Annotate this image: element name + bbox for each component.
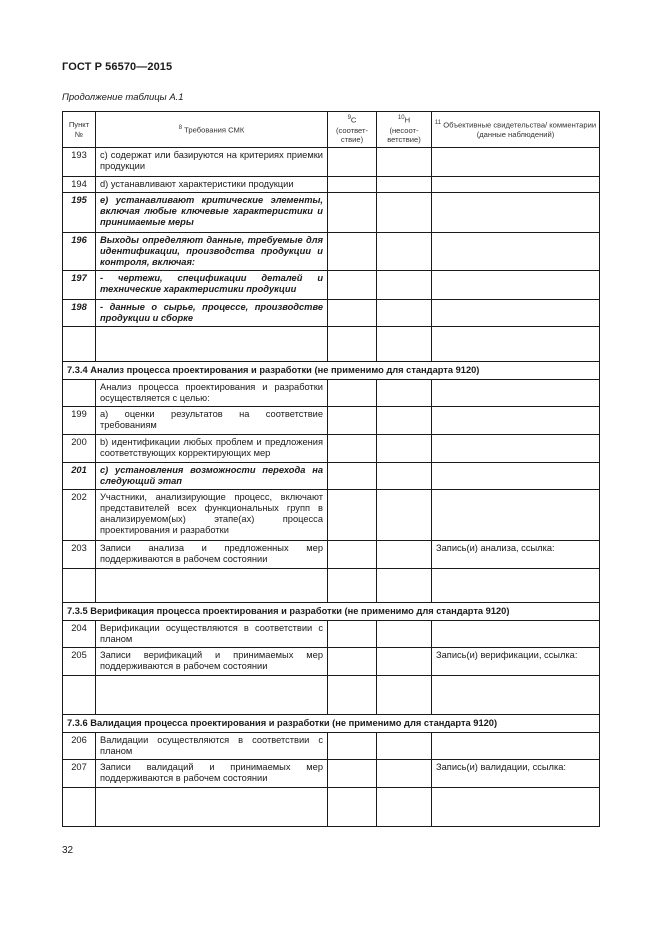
table-row [63, 380, 600, 407]
item-number: 194 [63, 177, 96, 193]
table-row [63, 621, 600, 648]
item-number: 195 [63, 193, 96, 233]
blank-cell[interactable] [328, 569, 377, 603]
table-row-blank [63, 327, 600, 362]
compliance-cell[interactable] [328, 177, 377, 193]
table-row [63, 233, 600, 271]
blank-cell [96, 788, 328, 827]
noncompliance-cell[interactable] [377, 541, 432, 569]
table-row [63, 463, 600, 490]
blank-cell [63, 327, 96, 362]
noncompliance-cell[interactable] [377, 193, 432, 233]
noncompliance-cell[interactable] [377, 760, 432, 788]
evidence-cell[interactable]: Запись(и) верификации, ссылка: [432, 648, 600, 676]
table-row [63, 177, 600, 193]
evidence-cell[interactable] [432, 621, 600, 648]
item-number: 203 [63, 541, 96, 569]
table-caption: Продолжение таблицы А.1 [62, 92, 184, 103]
compliance-cell[interactable] [328, 760, 377, 788]
blank-cell [63, 676, 96, 715]
blank-cell[interactable] [328, 676, 377, 715]
blank-cell[interactable] [377, 327, 432, 362]
table-row-blank [63, 788, 600, 827]
requirement-text: c) установления возможности перехода на следующий этап [96, 463, 328, 490]
compliance-cell[interactable] [328, 435, 377, 463]
header-evidence-index: 11 [434, 120, 442, 127]
blank-cell[interactable] [377, 676, 432, 715]
requirement-text: Валидации осуществляются в соответствии с планом [96, 733, 328, 760]
header-compliance-label: (соответ-ствие) [335, 125, 369, 145]
requirement-text: Записи верификаций и принимаемых мер поддерживаются в рабочем состоянии [96, 648, 328, 676]
evidence-cell[interactable] [432, 490, 600, 541]
item-number: 202 [63, 490, 96, 541]
evidence-cell[interactable] [432, 148, 600, 177]
compliance-cell[interactable] [328, 621, 377, 648]
evidence-cell[interactable] [432, 407, 600, 435]
blank-cell[interactable] [328, 788, 377, 827]
blank-cell [96, 327, 328, 362]
item-number: 205 [63, 648, 96, 676]
compliance-cell[interactable] [328, 463, 377, 490]
noncompliance-cell[interactable] [377, 233, 432, 271]
table-row [63, 490, 600, 541]
blank-cell [63, 569, 96, 603]
compliance-cell[interactable] [328, 380, 377, 407]
document-header: ГОСТ Р 56570—2015 [62, 61, 173, 73]
compliance-cell[interactable] [328, 490, 377, 541]
table-row [63, 733, 600, 760]
noncompliance-cell[interactable] [377, 463, 432, 490]
item-number: 197 [63, 271, 96, 300]
compliance-cell[interactable] [328, 648, 377, 676]
item-number: 200 [63, 435, 96, 463]
evidence-cell[interactable] [432, 300, 600, 327]
noncompliance-cell[interactable] [377, 407, 432, 435]
requirement-text: Выходы определяют данные, требуемые для идентификации, производства продукции и контроля, включая: [96, 233, 328, 271]
section-heading-row [63, 715, 600, 733]
blank-cell[interactable] [432, 327, 600, 362]
header-evidence [432, 112, 600, 148]
item-number: 198 [63, 300, 96, 327]
requirements-table [62, 111, 600, 827]
table-header-row [63, 112, 600, 148]
blank-cell [96, 569, 328, 603]
table-row-blank [63, 569, 600, 603]
noncompliance-cell[interactable] [377, 648, 432, 676]
table-row [63, 760, 600, 788]
evidence-cell[interactable] [432, 435, 600, 463]
requirement-text: b) идентификации любых проблем и предложения соответствующих корректирующих мер [96, 435, 328, 463]
compliance-cell[interactable] [328, 300, 377, 327]
noncompliance-cell[interactable] [377, 300, 432, 327]
table-row [63, 148, 600, 177]
blank-cell[interactable] [432, 569, 600, 603]
requirement-text: d) устанавливают характеристики продукции [96, 177, 328, 193]
evidence-cell[interactable] [432, 463, 600, 490]
item-number: 204 [63, 621, 96, 648]
section-heading-row [63, 362, 600, 380]
table-row [63, 407, 600, 435]
blank-cell[interactable] [432, 676, 600, 715]
noncompliance-cell[interactable] [377, 271, 432, 300]
evidence-cell[interactable] [432, 177, 600, 193]
compliance-cell[interactable] [328, 541, 377, 569]
item-number: 207 [63, 760, 96, 788]
section-heading: 7.3.6 Валидация процесса проектирования и разработки (не применимо для стандарта 9120) [63, 715, 600, 733]
header-noncompliance-index: 10 [397, 115, 405, 122]
section-heading: 7.3.4 Анализ процесса проектирования и разработки (не применимо для стандарта 9120) [63, 362, 600, 380]
item-number: 196 [63, 233, 96, 271]
noncompliance-cell[interactable] [377, 621, 432, 648]
noncompliance-cell[interactable] [377, 177, 432, 193]
requirement-text: - данные о сырье, процессе, производстве продукции и сборке [96, 300, 328, 327]
table-row [63, 271, 600, 300]
evidence-cell[interactable]: Запись(и) валидации, ссылка: [432, 760, 600, 788]
header-compliance-index: 9 [347, 115, 351, 122]
table-row [63, 193, 600, 233]
table-row [63, 541, 600, 569]
item-number [63, 380, 96, 407]
header-item-number: Пункт № [63, 112, 96, 148]
blank-cell[interactable] [328, 327, 377, 362]
noncompliance-cell[interactable] [377, 435, 432, 463]
page-number: 32 [62, 845, 74, 856]
blank-cell[interactable] [432, 788, 600, 827]
header-requirements-label: Требования СМК [184, 125, 245, 135]
requirement-text: Верификации осуществляются в соответствии с планом [96, 621, 328, 648]
blank-cell[interactable] [377, 569, 432, 603]
table-row [63, 300, 600, 327]
section-heading: 7.3.5 Верификация процесса проектирования и разработки (не применимо для стандарта 9120) [63, 603, 600, 621]
header-evidence-label: Объективные свидетельства/ комментарии (данные наблюдений) [443, 120, 597, 140]
item-number: 199 [63, 407, 96, 435]
noncompliance-cell[interactable] [377, 490, 432, 541]
compliance-cell[interactable] [328, 148, 377, 177]
header-compliance-letter: С [350, 116, 357, 126]
header-requirements [96, 112, 328, 148]
compliance-cell[interactable] [328, 407, 377, 435]
compliance-cell[interactable] [328, 271, 377, 300]
table-row-blank [63, 676, 600, 715]
requirement-text: Записи анализа и предложенных мер поддерживаются в рабочем состоянии [96, 541, 328, 569]
noncompliance-cell[interactable] [377, 380, 432, 407]
evidence-cell[interactable] [432, 193, 600, 233]
requirement-text: - чертежи, спецификации деталей и технические характеристики продукции [96, 271, 328, 300]
compliance-cell[interactable] [328, 233, 377, 271]
requirement-text: a) оценки результатов на соответствие требованиям [96, 407, 328, 435]
requirement-text: Анализ процесса проектирования и разработки осуществляется с целью: [96, 380, 328, 407]
header-noncompliance-label: (несоот-ветствие) [387, 125, 421, 145]
header-compliance [328, 112, 377, 148]
requirement-text: e) устанавливают критические элементы, включая любые ключевые характеристики и принимаемые меры [96, 193, 328, 233]
evidence-cell[interactable]: Запись(и) анализа, ссылка: [432, 541, 600, 569]
noncompliance-cell[interactable] [377, 148, 432, 177]
blank-cell [63, 788, 96, 827]
noncompliance-cell[interactable] [377, 733, 432, 760]
evidence-cell[interactable] [432, 233, 600, 271]
compliance-cell[interactable] [328, 193, 377, 233]
item-number: 193 [63, 148, 96, 177]
header-noncompliance [377, 112, 432, 148]
blank-cell[interactable] [377, 788, 432, 827]
item-number: 201 [63, 463, 96, 490]
requirement-text: c) содержат или базируются на критериях приемки продукции [96, 148, 328, 177]
requirement-text: Участники, анализирующие процесс, включают представителей всех функциональных групп в анализируемом(ых) этапе(ах) процесса проектирования и разработки [96, 490, 328, 541]
evidence-cell[interactable] [432, 271, 600, 300]
evidence-cell[interactable] [432, 380, 600, 407]
evidence-cell[interactable] [432, 733, 600, 760]
section-heading-row [63, 603, 600, 621]
compliance-cell[interactable] [328, 733, 377, 760]
table-row [63, 435, 600, 463]
requirement-text: Записи валидаций и принимаемых мер поддерживаются в рабочем состоянии [96, 760, 328, 788]
header-noncompliance-letter: Н [404, 116, 411, 126]
item-number: 206 [63, 733, 96, 760]
header-requirements-index: 8 [178, 124, 183, 131]
blank-cell [96, 676, 328, 715]
table-row [63, 648, 600, 676]
